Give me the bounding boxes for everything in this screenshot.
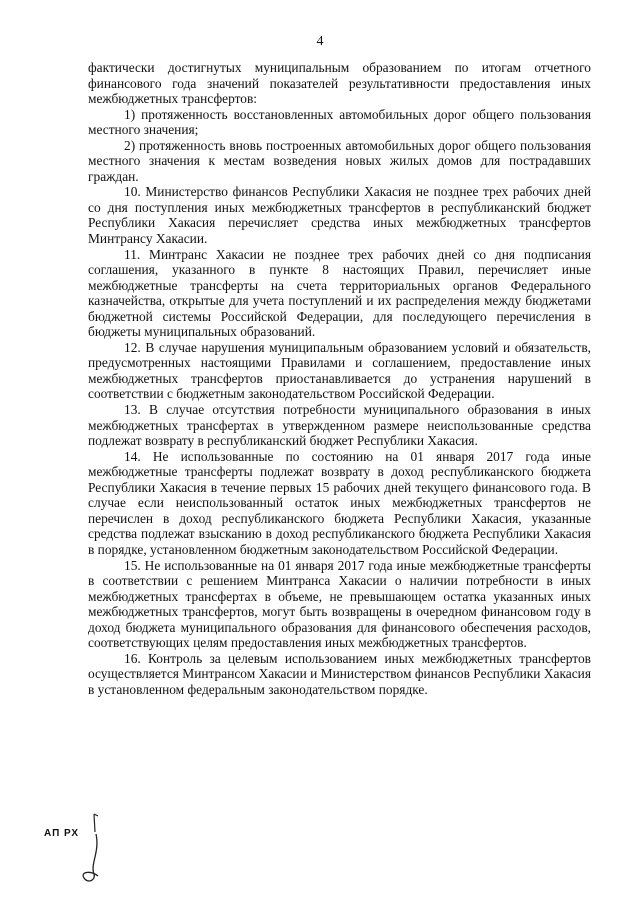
paragraph-continuation: фактически достигнутых муниципальным образованием по итогам отчетного финансового года значений показателей результативности предоставления иных межбюджетных трансфертов:	[88, 60, 591, 107]
paragraph-item-2: 2) протяженность вновь построенных автомобильных дорог общего пользования местного значения к местам возведения новых жилых домов для пострадавших граждан.	[88, 137, 591, 184]
paragraph-10: 10. Министерство финансов Республики Хакасия не позднее трех рабочих дней со дня поступления иных межбюджетных трансфертов в республиканский бюджет Республики Хакасия перечисляет средства иных межбюджетных трансфертов Минтрансу Хакасии.	[88, 184, 591, 247]
paragraph-11: 11. Минтранс Хакасии не позднее трех рабочих дней со дня подписания соглашения, указанного в пункте 8 настоящих Правил, перечисляет иные межбюджетные трансферты на счета территориальных органов Федерального казначейства, открытые для учета поступлений и их распределения между бюджетами бюджетной системы Российской Федерации, для последующего перечисления в бюджеты муниципальных образований.	[88, 246, 591, 340]
paragraph-13: 13. В случае отсутствия потребности муниципального образования в иных межбюджетных трансфертах в утвержденном размере неиспользованные средства подлежат возврату в республиканский бюджет Республики Хакасия.	[88, 402, 591, 449]
paragraph-16: 16. Контроль за целевым использованием иных межбюджетных трансфертов осуществляется Минтрансом Хакасии и Министерством финансов Республики Хакасия в установленном федеральным законодательством порядке.	[88, 650, 591, 697]
signature-mark	[76, 812, 116, 892]
paragraph-item-1: 1) протяженность восстановленных автомобильных дорог общего пользования местного значения;	[88, 106, 591, 138]
paragraph-12: 12. В случае нарушения муниципальным образованием условий и обязательств, предусмотренных настоящими Правилами и соглашением, предоставление иных межбюджетных трансфертов приостанавливается до устранения нарушений в соответствии с бюджетным законодательством Российской Федерации.	[88, 339, 591, 402]
footer-stamp: АП РХ	[44, 828, 80, 839]
paragraph-15: 15. Не использованные на 01 января 2017 года иные межбюджетные трансферты в соответствии с решением Минтранса Хакасии о наличии потребности в иных межбюджетных трансфертах в объеме, не превышающем остатка указанных иных межбюджетных трансфертов, могут быть возвращены в очередном финансовом году в доход бюджета муниципального образования для финансового обеспечения расходов, соответствующих целям предоставления иных межбюджетных трансфертов.	[88, 557, 591, 651]
paragraph-14: 14. Не использованные по состоянию на 01 января 2017 года иные межбюджетные трансферты подлежат возврату в доход республиканского бюджета Республики Хакасия в течение первых 15 рабочих дней текущего финансового года. В случае если неиспользованный остаток иных межбюджетных трансфертов не перечислен в доход республиканского бюджета Республики Хакасия, указанные средства подлежат взысканию в доход республиканского бюджета Республики Хакасия в порядке, установленном бюджетным законодательством Российской Федерации.	[88, 448, 591, 557]
document-body	[88, 60, 591, 697]
page-number: 4	[316, 34, 324, 49]
